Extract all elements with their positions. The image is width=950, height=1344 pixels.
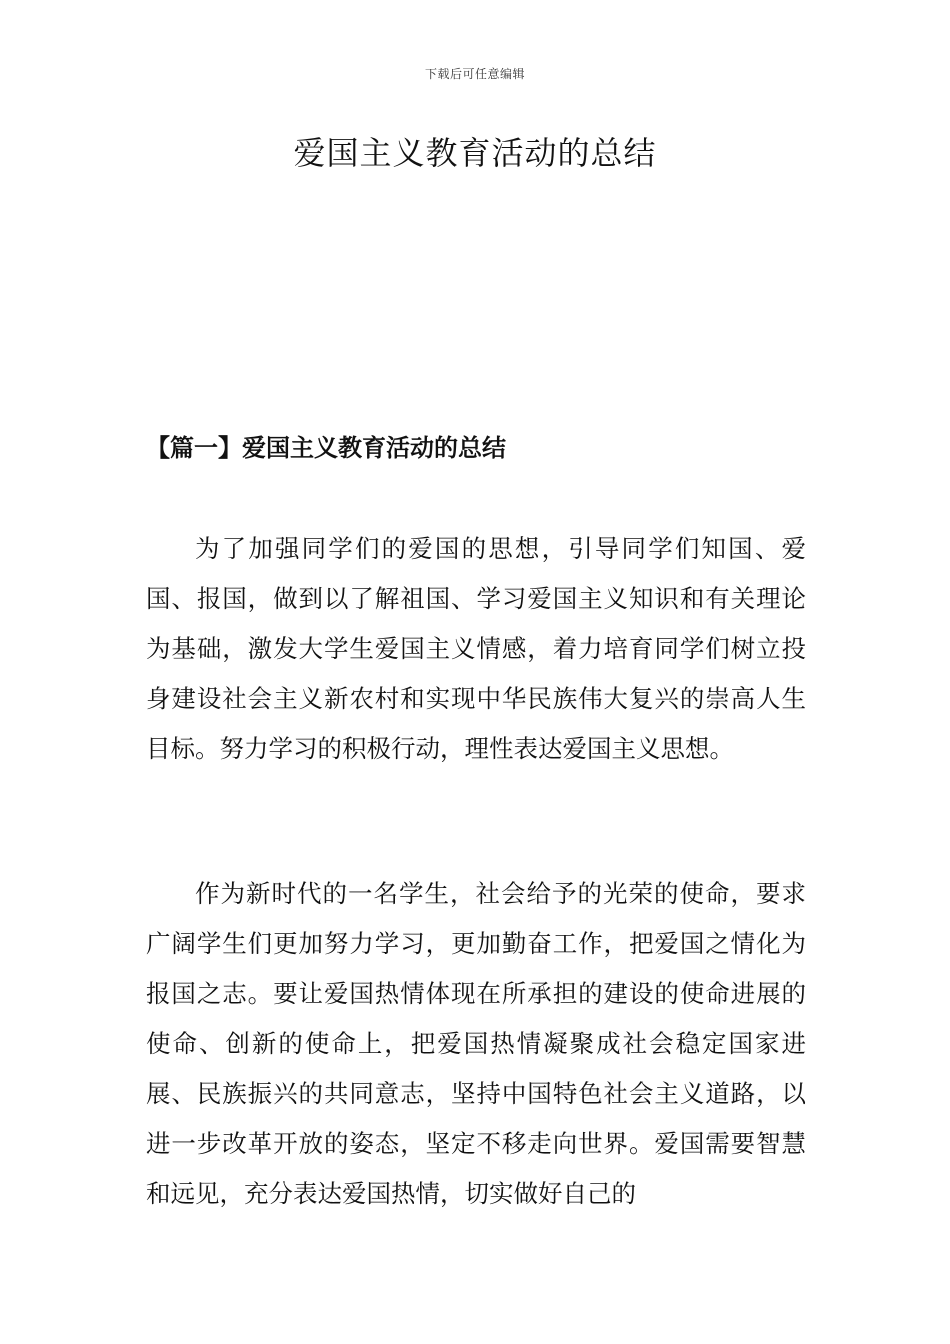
body-paragraph-1: 为了加强同学们的爱国的思想，引导同学们知国、爱国、报国，做到以了解祖国、学习爱国主义知识和有关理论为基础，激发大学生爱国主义情感，着力培育同学们树立投身建设社会主义新农村和实现中华民族伟大复兴的崇高人生目标。努力学习的积极行动，理性表达爱国主义思想。: [146, 534, 806, 763]
body-paragraph-2: 作为新时代的一名学生，社会给予的光荣的使命，要求广阔学生们更加努力学习，更加勤奋工作，把爱国之情化为报国之志。要让爱国热情体现在所承担的建设的使命进展的使命、创新的使命上，把爱国热情凝聚成社会稳定国家进展、民族振兴的共同意志，坚持中国特色社会主义道路，以进一步改革开放的姿态，坚定不移走向世界。爱国需要智慧和远见，充分表达爱国热情，切实做好自己的: [146, 879, 806, 1208]
section-heading: 【篇一】爱国主义教育活动的总结: [146, 433, 506, 462]
header-note: 下载后可任意编辑: [424, 67, 525, 81]
document-title: 爱国主义教育活动的总结: [293, 134, 657, 172]
